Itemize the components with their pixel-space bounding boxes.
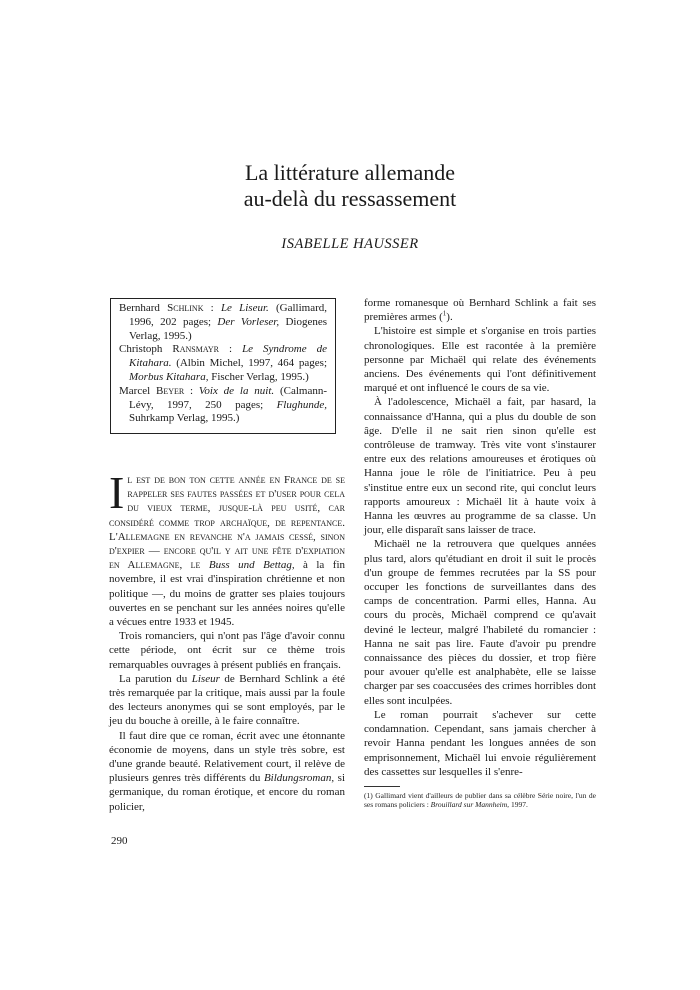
footnote-reference: 1 xyxy=(442,309,447,318)
book-author-last: Beyer xyxy=(155,384,185,397)
article-title xyxy=(0,160,700,212)
book-author-first: Christoph xyxy=(119,343,163,356)
reviewed-books-box xyxy=(110,298,336,434)
right-column xyxy=(364,296,596,779)
article-title-line-2: au-delà du ressassement xyxy=(243,186,457,211)
paragraph: Il faut dire que ce roman, écrit avec une étonnante économie de moyens, dans un style très sobre, est d'une grande beauté. Relativement court, il relève de plusieurs genres très différents du Bildungsroman, si germanique, du roman érotique, et encore du roman policier, xyxy=(109,729,345,813)
drop-cap: I xyxy=(109,467,125,518)
reviewed-book-entry: Christoph Ransmayr : Le Syndrome de Kitahara. (Albin Michel, 1997, 464 pages; Morbus Kitahara, Fischer Verlag, 1995.) xyxy=(119,343,328,383)
paragraph: La parution du Liseur de Bernhard Schlink a été très remarquée par la critique, mais aussi par la foule des lecteurs anonymes qui se sont employés, par le jeu du bouche à oreille, à le faire connaître. xyxy=(109,672,345,728)
article-author: ISABELLE HAUSSER xyxy=(281,236,419,252)
book-author-first: Marcel xyxy=(119,384,151,397)
book-author-last: Ransmayr xyxy=(172,343,220,356)
paragraph: Il est de bon ton cette année en France de se rappeler ses fautes passées et d'user pour cela du vieux terme, jusque-là peu usité, car considéré comme trop archaïque, de repentance. L'Allemagne en revanche n'a jamais cessé, sinon d'expier — encore qu'il y ait une fête d'expiation en Allemagne, le Buss und Bettag, à la fin novembre, il est vrai d'inspiration chrétienne et non politique —, du moins de gratter ses plaies toujours ouvertes en se penchant sur les années noires qu'elle a vécues entre 1933 et 1945. xyxy=(109,467,345,629)
page-number: 290 xyxy=(111,835,128,847)
reviewed-book-entry: Marcel Beyer : Voix de la nuit. (Calmann-Lévy, 1997, 250 pages; Flughunde, Suhrkamp Verlag, 1995.) xyxy=(119,384,328,425)
book-title-german: Morbus Kitahara, xyxy=(129,370,209,383)
paragraph: Trois romanciers, qui n'ont pas l'âge d'avoir connu cette période, ont écrit sur ce thème trois remarquables ouvrages à présent publiés en français. xyxy=(109,630,345,671)
paragraph: Le roman pourrait s'achever sur cette condamnation. Cependant, sans jamais chercher à revoir Hanna pendant les longues années de son emprisonnement, Michaël lui envoie régulièrement des cassettes sur lesquelles il s'enre- xyxy=(364,708,596,778)
book-title-french: Le Liseur. xyxy=(220,302,269,314)
article-title-line-1: La littérature allemande xyxy=(244,160,456,185)
footnote: (1) Gallimard vient d'ailleurs de publier dans sa célèbre Série noire, l'un de ses romans policiers : Brouillard sur Mannheim, 1997. xyxy=(364,791,596,809)
left-column xyxy=(109,467,345,814)
book-author-last: Schlink xyxy=(167,302,204,314)
paragraph: L'histoire est simple et s'organise en trois parties chronologiques. Elle est racontée à la première personne par Michaël qui relate des événements anciens. Des événements qui l'ont définitivement marqué et ont influencé le cours de sa vie. xyxy=(364,325,596,395)
paragraph: À l'adolescence, Michaël a fait, par hasard, la connaissance d'Hanna, qui a plus du double de son âge. D'elle il ne sait rien sinon qu'elle est contrôleuse de tramway. Très vite vont s'instaurer entre eux des relations amoureuses et érotiques où Hanna joue le rôle de l'initiatrice. Peu à peu s'institue entre eux un second rite, qui conclut leurs rapports amoureux : Michaël lit à haute voix à Hanna les œuvres au programme de sa classe. Un jour, elle disparaît sans laisser de trace. xyxy=(364,396,596,537)
book-title-french: Voix de la nuit. xyxy=(198,384,275,397)
book-author-first: Bernhard xyxy=(119,302,160,314)
book-title-french: Le Syndrome de Kitahara. xyxy=(129,343,328,370)
paragraph: forme romanesque où Bernhard Schlink a fait ses premières armes ($^1$). xyxy=(364,297,596,324)
book-title-german: Der Vorleser, xyxy=(217,315,280,328)
book-title-german: Flughunde, xyxy=(276,398,327,411)
reviewed-book-entry: Bernhard Schlink : Le Liseur. (Gallimard, 1996, 202 pages; Der Vorleser, Diogenes Verlag, 1995.) xyxy=(119,302,328,342)
paragraph: Michaël ne la retrouvera que quelques années plus tard, alors qu'étudiant en droit il suit le procès d'un groupe de femmes recrutées par la SS pour occuper les fonctions de surveillantes dans des camps de concentration. Parmi elles, Hanna. Au cours du procès, Michaël comprend ce qu'avait deviné le lecteur, malgré l'habileté du romancier : Hanna ne sait pas lire. Faute d'avoir pu prendre connaissance des pièces du dossier, et trop fière pour avouer qu'elle est analphabète, elle se laisse charger par ses coaccusées des crimes horribles dont elles sont inculpées. xyxy=(364,538,596,707)
footnote-divider xyxy=(364,786,400,787)
